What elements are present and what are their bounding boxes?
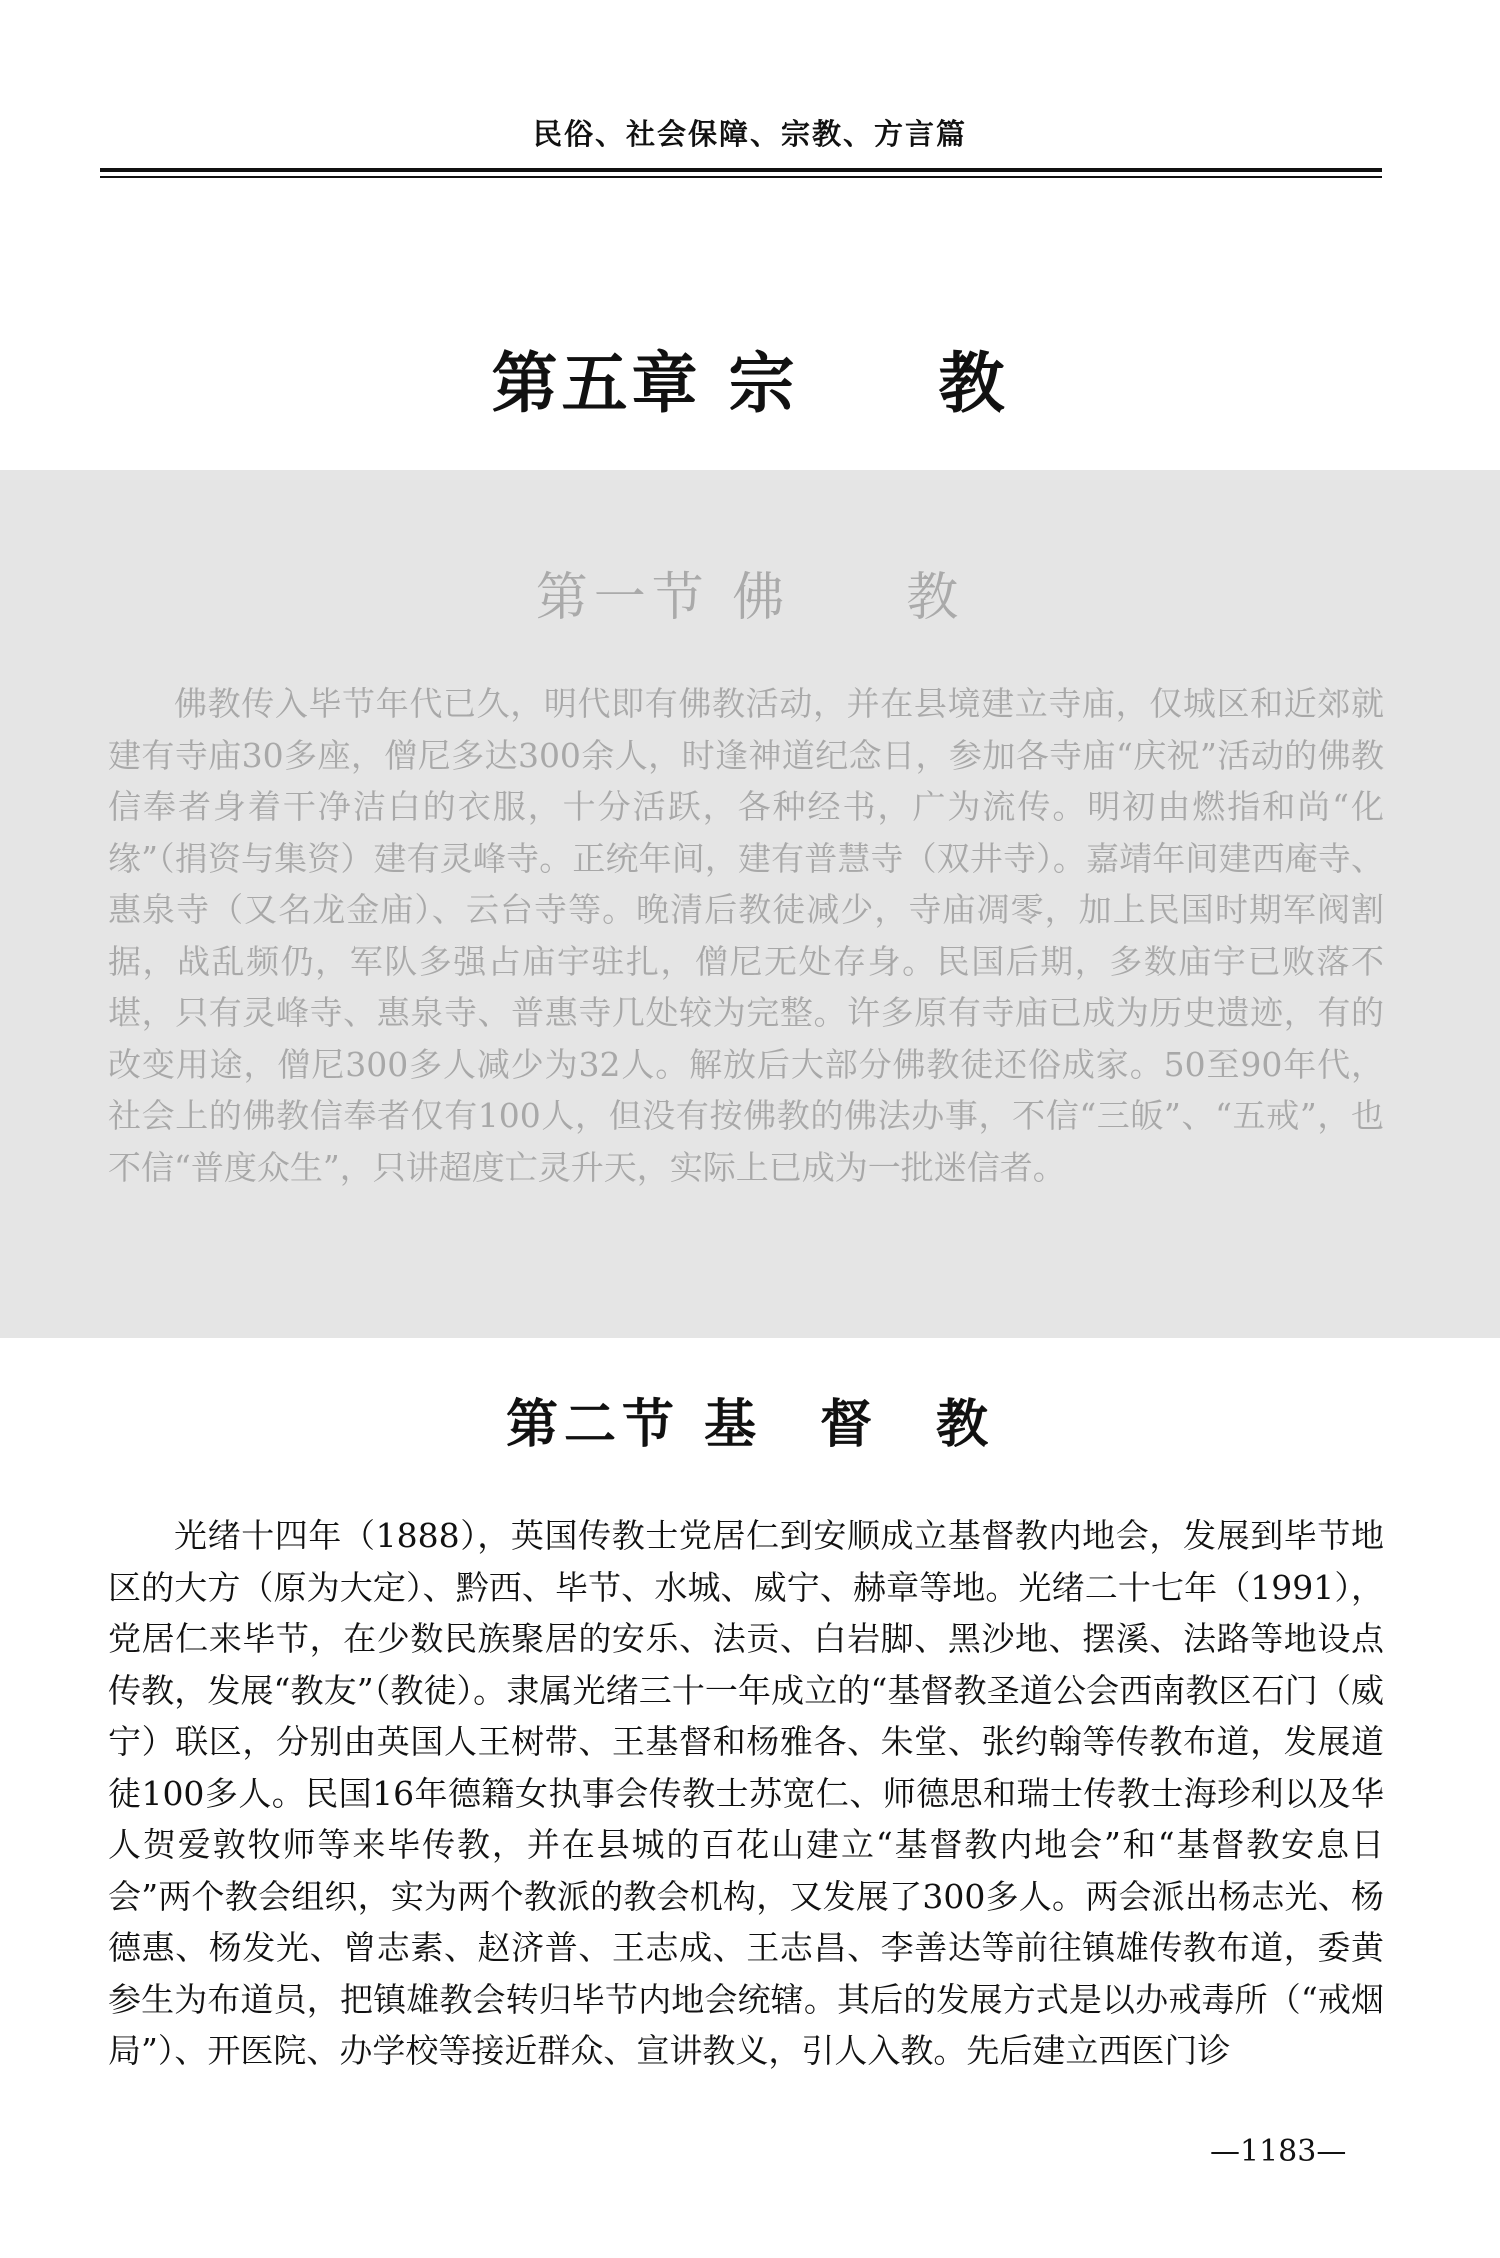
page-number: —1183— (1210, 2134, 1347, 2169)
header-rule-thick (100, 168, 1382, 172)
header-rule-thin (100, 176, 1382, 178)
section-title-buddhism: 第一节 佛 教 (535, 568, 965, 628)
section-body-buddhism: 佛教传入毕节年代已久，明代即有佛教活动，并在县境建立寺庙，仅城区和近郊就建有寺庙30多座，僧尼多达300余人，时逢神道纪念日，参加各寺庙“庆祝”活动的佛教信奉者身着干净洁白的衣服，十分活跃，各种经书，广为流传。明初由燃指和尚“化缘”（捐资与集资）建有灵峰寺。正统年间，建有普慧寺（双井寺）。嘉靖年间建西庵寺、惠泉寺（又名龙金庙）、云台寺等。晚清后教徒减少，寺庙凋零，加上民国时期军阀割据，战乱频仍，军队多强占庙宇驻扎，僧尼无处存身。民国后期，多数庙宇已败落不堪，只有灵峰寺、惠泉寺、普惠寺几处较为完整。许多原有寺庙已成为历史遗迹，有的改变用途，僧尼300多人减少为32人。解放后大部分佛教徒还俗成家。50至90年代，社会上的佛教信奉者仅有100人，但没有按佛教的佛法办事，不信“三皈”、“五戒”，也不信“普度众生”，只讲超度亡灵升天，实际上已成为一批迷信者。 (108, 684, 1384, 1187)
chapter-title: 第五章 宗 教 (491, 345, 1009, 422)
running-header: 民俗、社会保障、宗教、方言篇 (532, 117, 967, 151)
section-body-christianity: 光绪十四年（1888），英国传教士党居仁到安顺成立基督教内地会，发展到毕节地区的大方（原为大定）、黔西、毕节、水城、威宁、赫章等地。光绪二十七年（1991），党居仁来毕节，在少数民族聚居的安乐、法贡、白岩脚、黑沙地、摆溪、法路等地设点传教，发展“教友”（教徒）。隶属光绪三十一年成立的“基督教圣道公会西南教区石门（威宁）联区，分别由英国人王树带、王基督和杨雅各、朱堂、张约翰等传教布道，发展道徒100多人。民国16年德籍女执事会传教士苏宽仁、师德思和瑞士传教士海珍利以及华人贺爱敦牧师等来毕传教，并在县城的百花山建立“基督教内地会”和“基督教安息日会”两个教会组织，实为两个教派的教会机构，又发展了300多人。两会派出杨志光、杨德惠、杨发光、曾志素、赵济普、王志成、王志昌、李善达等前往镇雄传教布道，委黄参生为布道员，把镇雄教会转归毕节内地会统辖。其后的发展方式是以办戒毒所（“戒烟局”）、开医院、办学校等接近群众、宣讲教义，引人入教。先后建立西医门诊 (108, 1516, 1384, 2070)
section-title-christianity: 第二节 基 督 教 (505, 1394, 995, 1455)
